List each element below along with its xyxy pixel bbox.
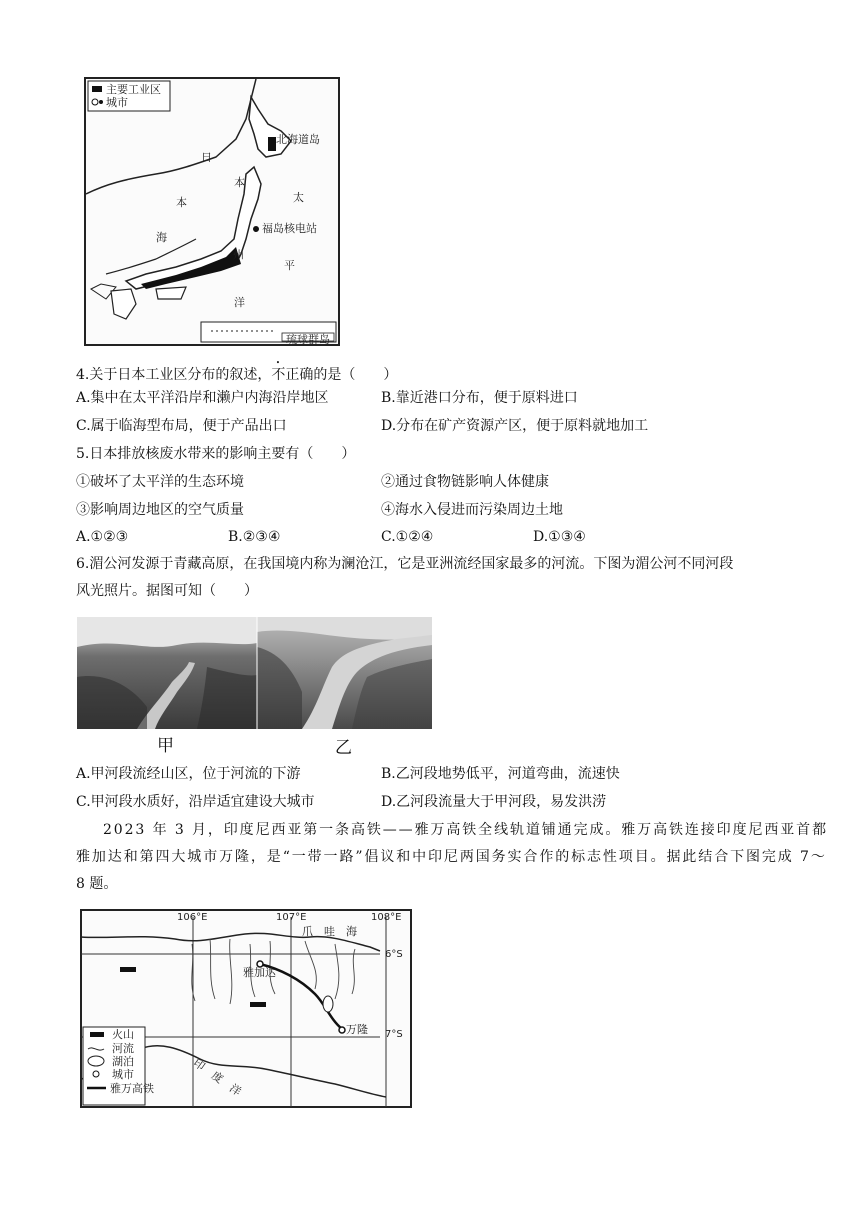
q4-option-d[interactable]: D.分布在矿产资源产区，便于原料就地加工 — [381, 418, 649, 434]
label-jakarta: 雅加达 — [243, 966, 276, 979]
passage-line1: 2023 年 3 月，印度尼西亚第一条高铁——雅万高铁全线轨道铺通完成。雅万高铁连接印度尼西亚首都 — [103, 822, 828, 838]
legend-railway: 雅万高铁 — [110, 1082, 154, 1095]
japan-map — [84, 77, 340, 346]
label-java-sea: 爪 哇 海 — [302, 925, 357, 938]
japan-map-graphic — [86, 79, 338, 344]
q6-stem-line2: 风光照片。据图可知（ ） — [76, 583, 258, 599]
q4-stem — [76, 359, 397, 385]
photo-label-yi: 乙 — [335, 738, 352, 758]
label-indian-ocean: 印 度 洋 — [190, 1056, 244, 1099]
river-photos — [77, 617, 432, 757]
q6-option-c[interactable]: C.甲河段水质好，沿岸适宜建设大城市 — [76, 794, 315, 810]
q5-option-a[interactable]: A.①②③ — [76, 529, 129, 545]
q5-stem: 5.日本排放核废水带来的影响主要有（ ） — [76, 446, 356, 462]
q4-option-a[interactable]: A.集中在太平洋沿岸和濑户内海沿岸地区 — [76, 390, 329, 406]
passage-line3: 8 题。 — [76, 876, 118, 892]
q4-emph: 不 — [271, 367, 286, 383]
q5-option-b[interactable]: B.②③④ — [228, 529, 281, 545]
q4-stem-head: 4.关于日本工业区分布的叙述， — [76, 367, 272, 383]
q5-option-d[interactable]: D.①③④ — [533, 529, 586, 545]
q5-item-2: ②通过食物链影响人体健康 — [381, 474, 549, 490]
q5-item-4: ④海水入侵进而污染周边土地 — [381, 502, 563, 518]
q6-option-d[interactable]: D.乙河段流量大于甲河段，易发洪涝 — [381, 794, 607, 810]
lon-107: 107°E — [276, 912, 307, 923]
lon-108: 108°E — [371, 912, 402, 923]
legend-city: 城市 — [106, 96, 128, 109]
label-fukushima: 福岛核电站 — [262, 222, 317, 235]
q6-option-a[interactable]: A.甲河段流经山区，位于河流的下游 — [76, 766, 301, 782]
legend-industry: 主要工业区 — [106, 83, 161, 96]
legend-volcano: 火山 — [112, 1028, 134, 1041]
q6-option-b[interactable]: B.乙河段地势低平，河道弯曲，流速快 — [381, 766, 620, 782]
label-ben2: 本 — [234, 176, 245, 189]
q5-item-3: ③影响周边地区的空气质量 — [76, 502, 244, 518]
legend-city: 城市 — [112, 1068, 134, 1081]
river-photo-graphic — [77, 617, 432, 729]
legend-river: 河流 — [112, 1042, 134, 1055]
label-tai: 太 — [293, 191, 304, 204]
label-yang: 洋 — [234, 296, 245, 309]
q4-stem-tail: 正确的是（ ） — [285, 367, 398, 383]
q6-stem-line1: 6.湄公河发源于青藏高原，在我国境内称为澜沧江，它是亚洲流经国家最多的河流。下图为湄公河不同河段 — [76, 556, 734, 572]
label-ri: 日 — [201, 151, 212, 164]
label-hai: 海 — [156, 231, 167, 244]
q5-item-1: ①破坏了太平洋的生态环境 — [76, 474, 244, 490]
lat-7s: 7°S — [385, 1029, 403, 1040]
label-ping: 平 — [284, 259, 295, 272]
legend-lake: 湖泊 — [112, 1055, 134, 1068]
label-ryukyu: 琉球群岛 — [286, 333, 330, 346]
q5-option-c[interactable]: C.①②④ — [381, 529, 434, 545]
q4-option-c[interactable]: C.属于临海型布局，便于产品出口 — [76, 418, 287, 434]
lon-106: 106°E — [177, 912, 208, 923]
label-bandung: 万隆 — [346, 1023, 368, 1036]
label-zhou: 州 — [233, 248, 244, 261]
passage-line2: 雅加达和第四大城市万隆，是“一带一路”倡议和中印尼两国务实合作的标志性项目。据此结合下图完成 7～ — [76, 849, 827, 865]
q4-option-b[interactable]: B.靠近港口分布，便于原料进口 — [381, 390, 578, 406]
label-hokkaido: 北海道岛 — [276, 133, 320, 146]
lat-6s: 6°S — [385, 949, 403, 960]
label-ben: 本 — [176, 196, 187, 209]
photo-label-jia: 甲 — [157, 736, 174, 756]
java-map — [80, 909, 412, 1109]
